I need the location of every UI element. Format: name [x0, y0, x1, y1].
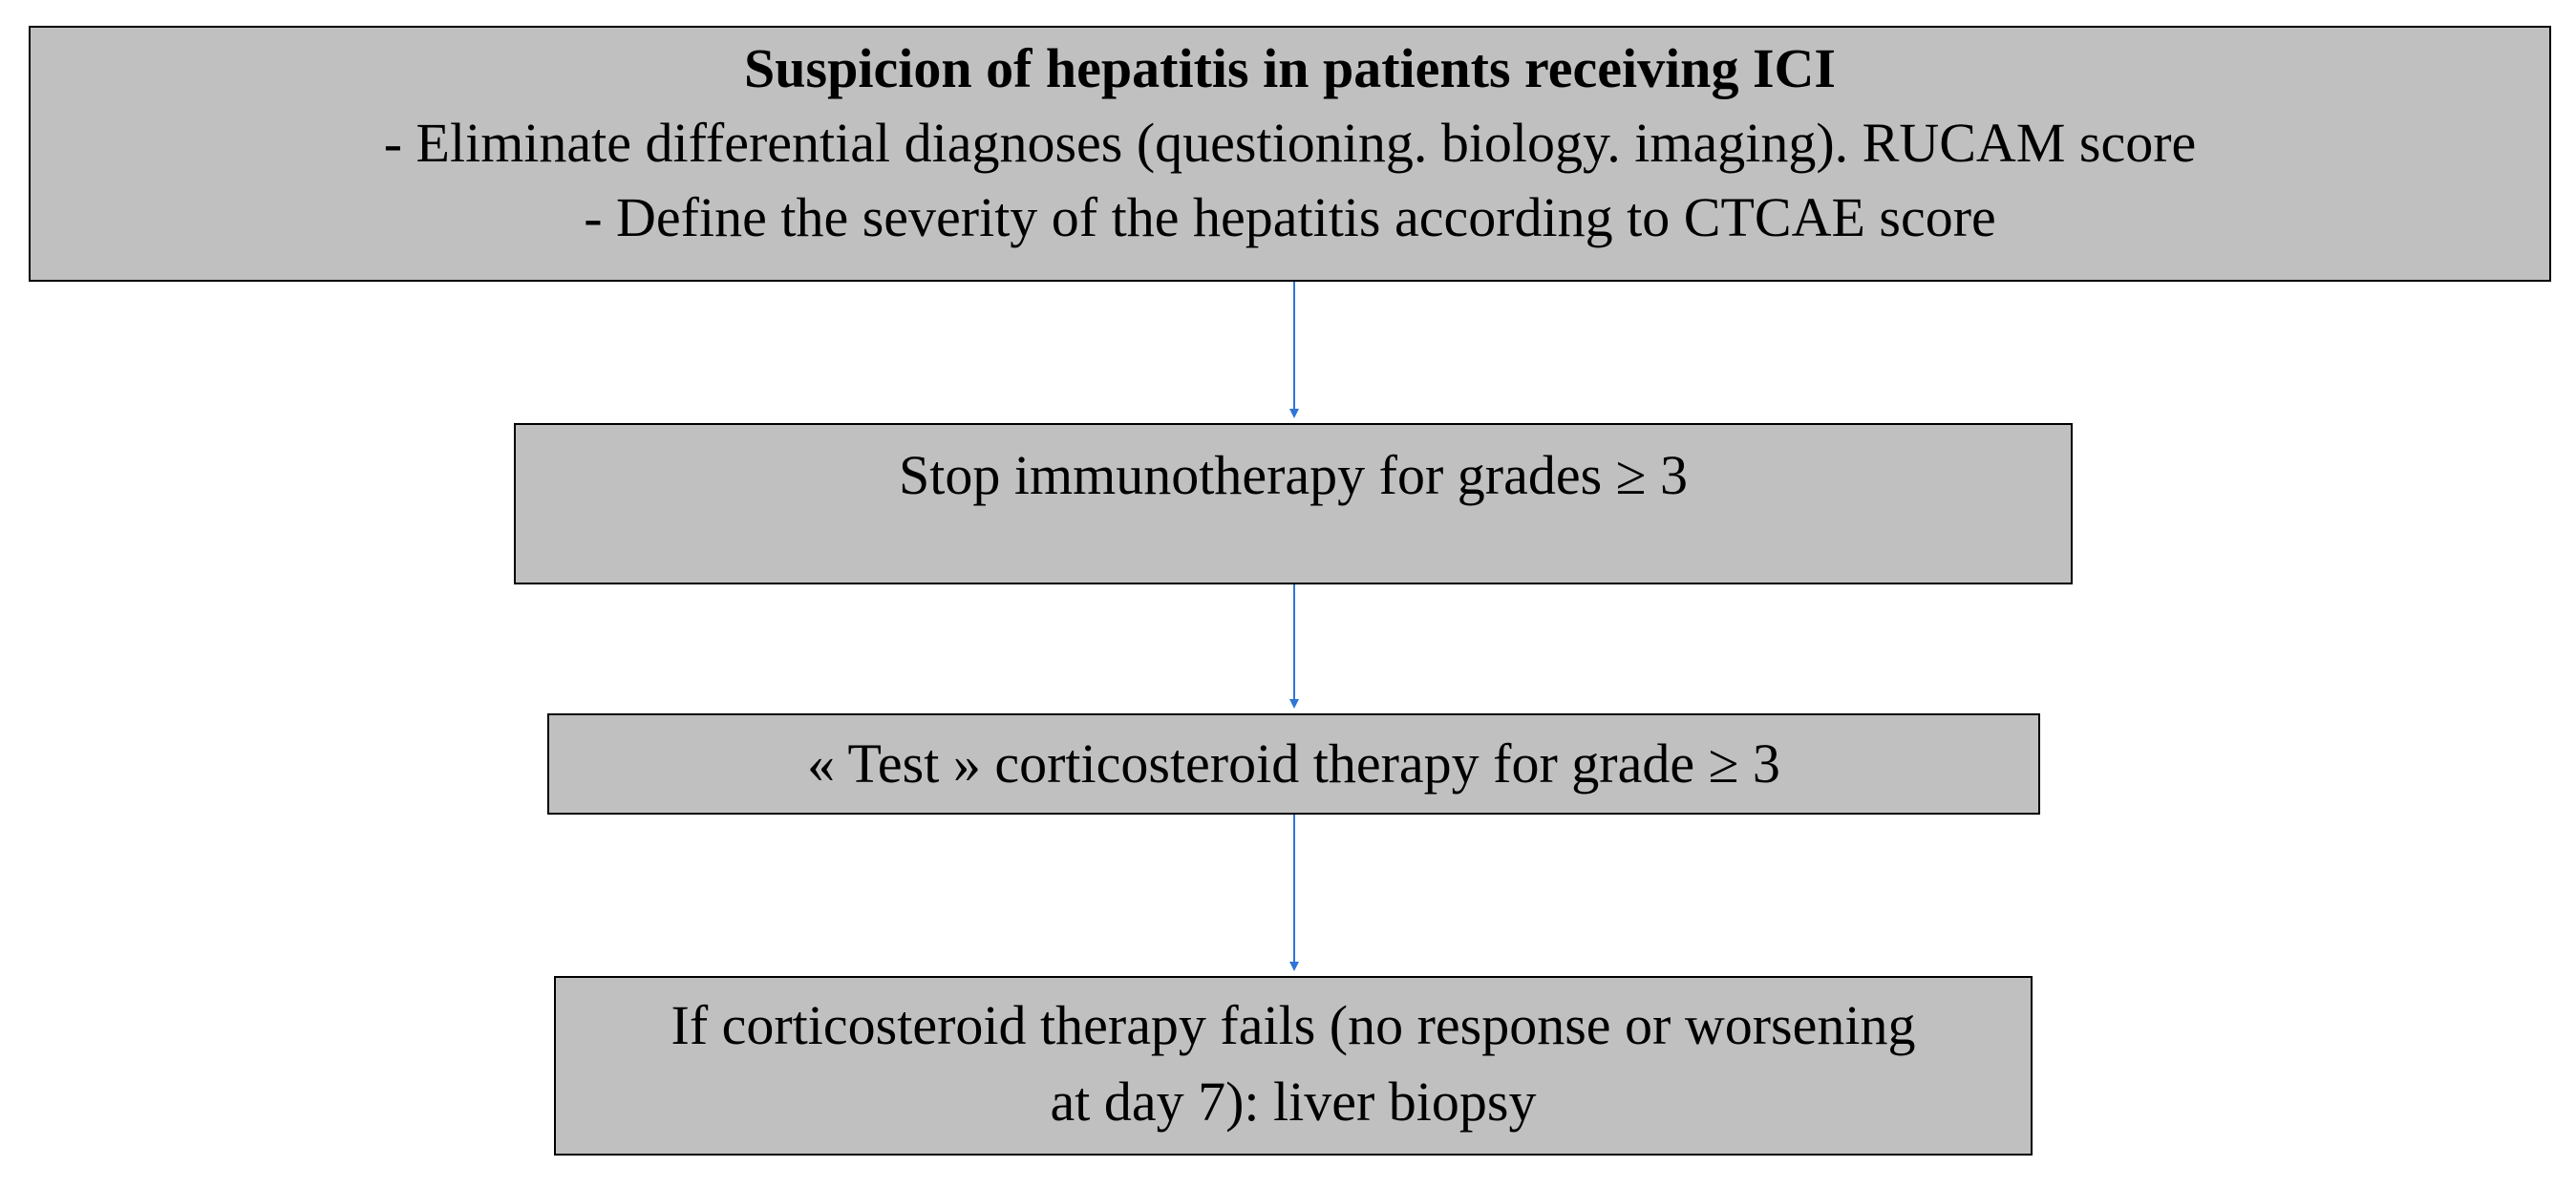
step-liver-biopsy-line-2: at day 7): liver biopsy: [1050, 1071, 1537, 1133]
step-suspicion-severity-line: - Define the severity of the hepatitis according to CTCAE score: [584, 186, 1996, 248]
step-liver-biopsy-line-1: If corticosteroid therapy fails (no response or worsening: [671, 994, 1916, 1056]
step-test-corticosteroid-box: [547, 713, 2040, 815]
step-suspicion-differential-line: - Eliminate differential diagnoses (questioning. biology. imaging). RUCAM score: [383, 112, 2197, 174]
step-suspicion-box: [29, 26, 2551, 282]
step-stop-immunotherapy-box: [514, 423, 2073, 584]
step-stop-immunotherapy-text: Stop immunotherapy for grades ≥ 3: [899, 444, 1688, 506]
step-liver-biopsy-box: [554, 976, 2033, 1156]
step-test-corticosteroid-text: « Test » corticosteroid therapy for grade ≥ 3: [807, 732, 1780, 795]
step-suspicion-title: Suspicion of hepatitis in patients receiving ICI: [744, 37, 1836, 99]
